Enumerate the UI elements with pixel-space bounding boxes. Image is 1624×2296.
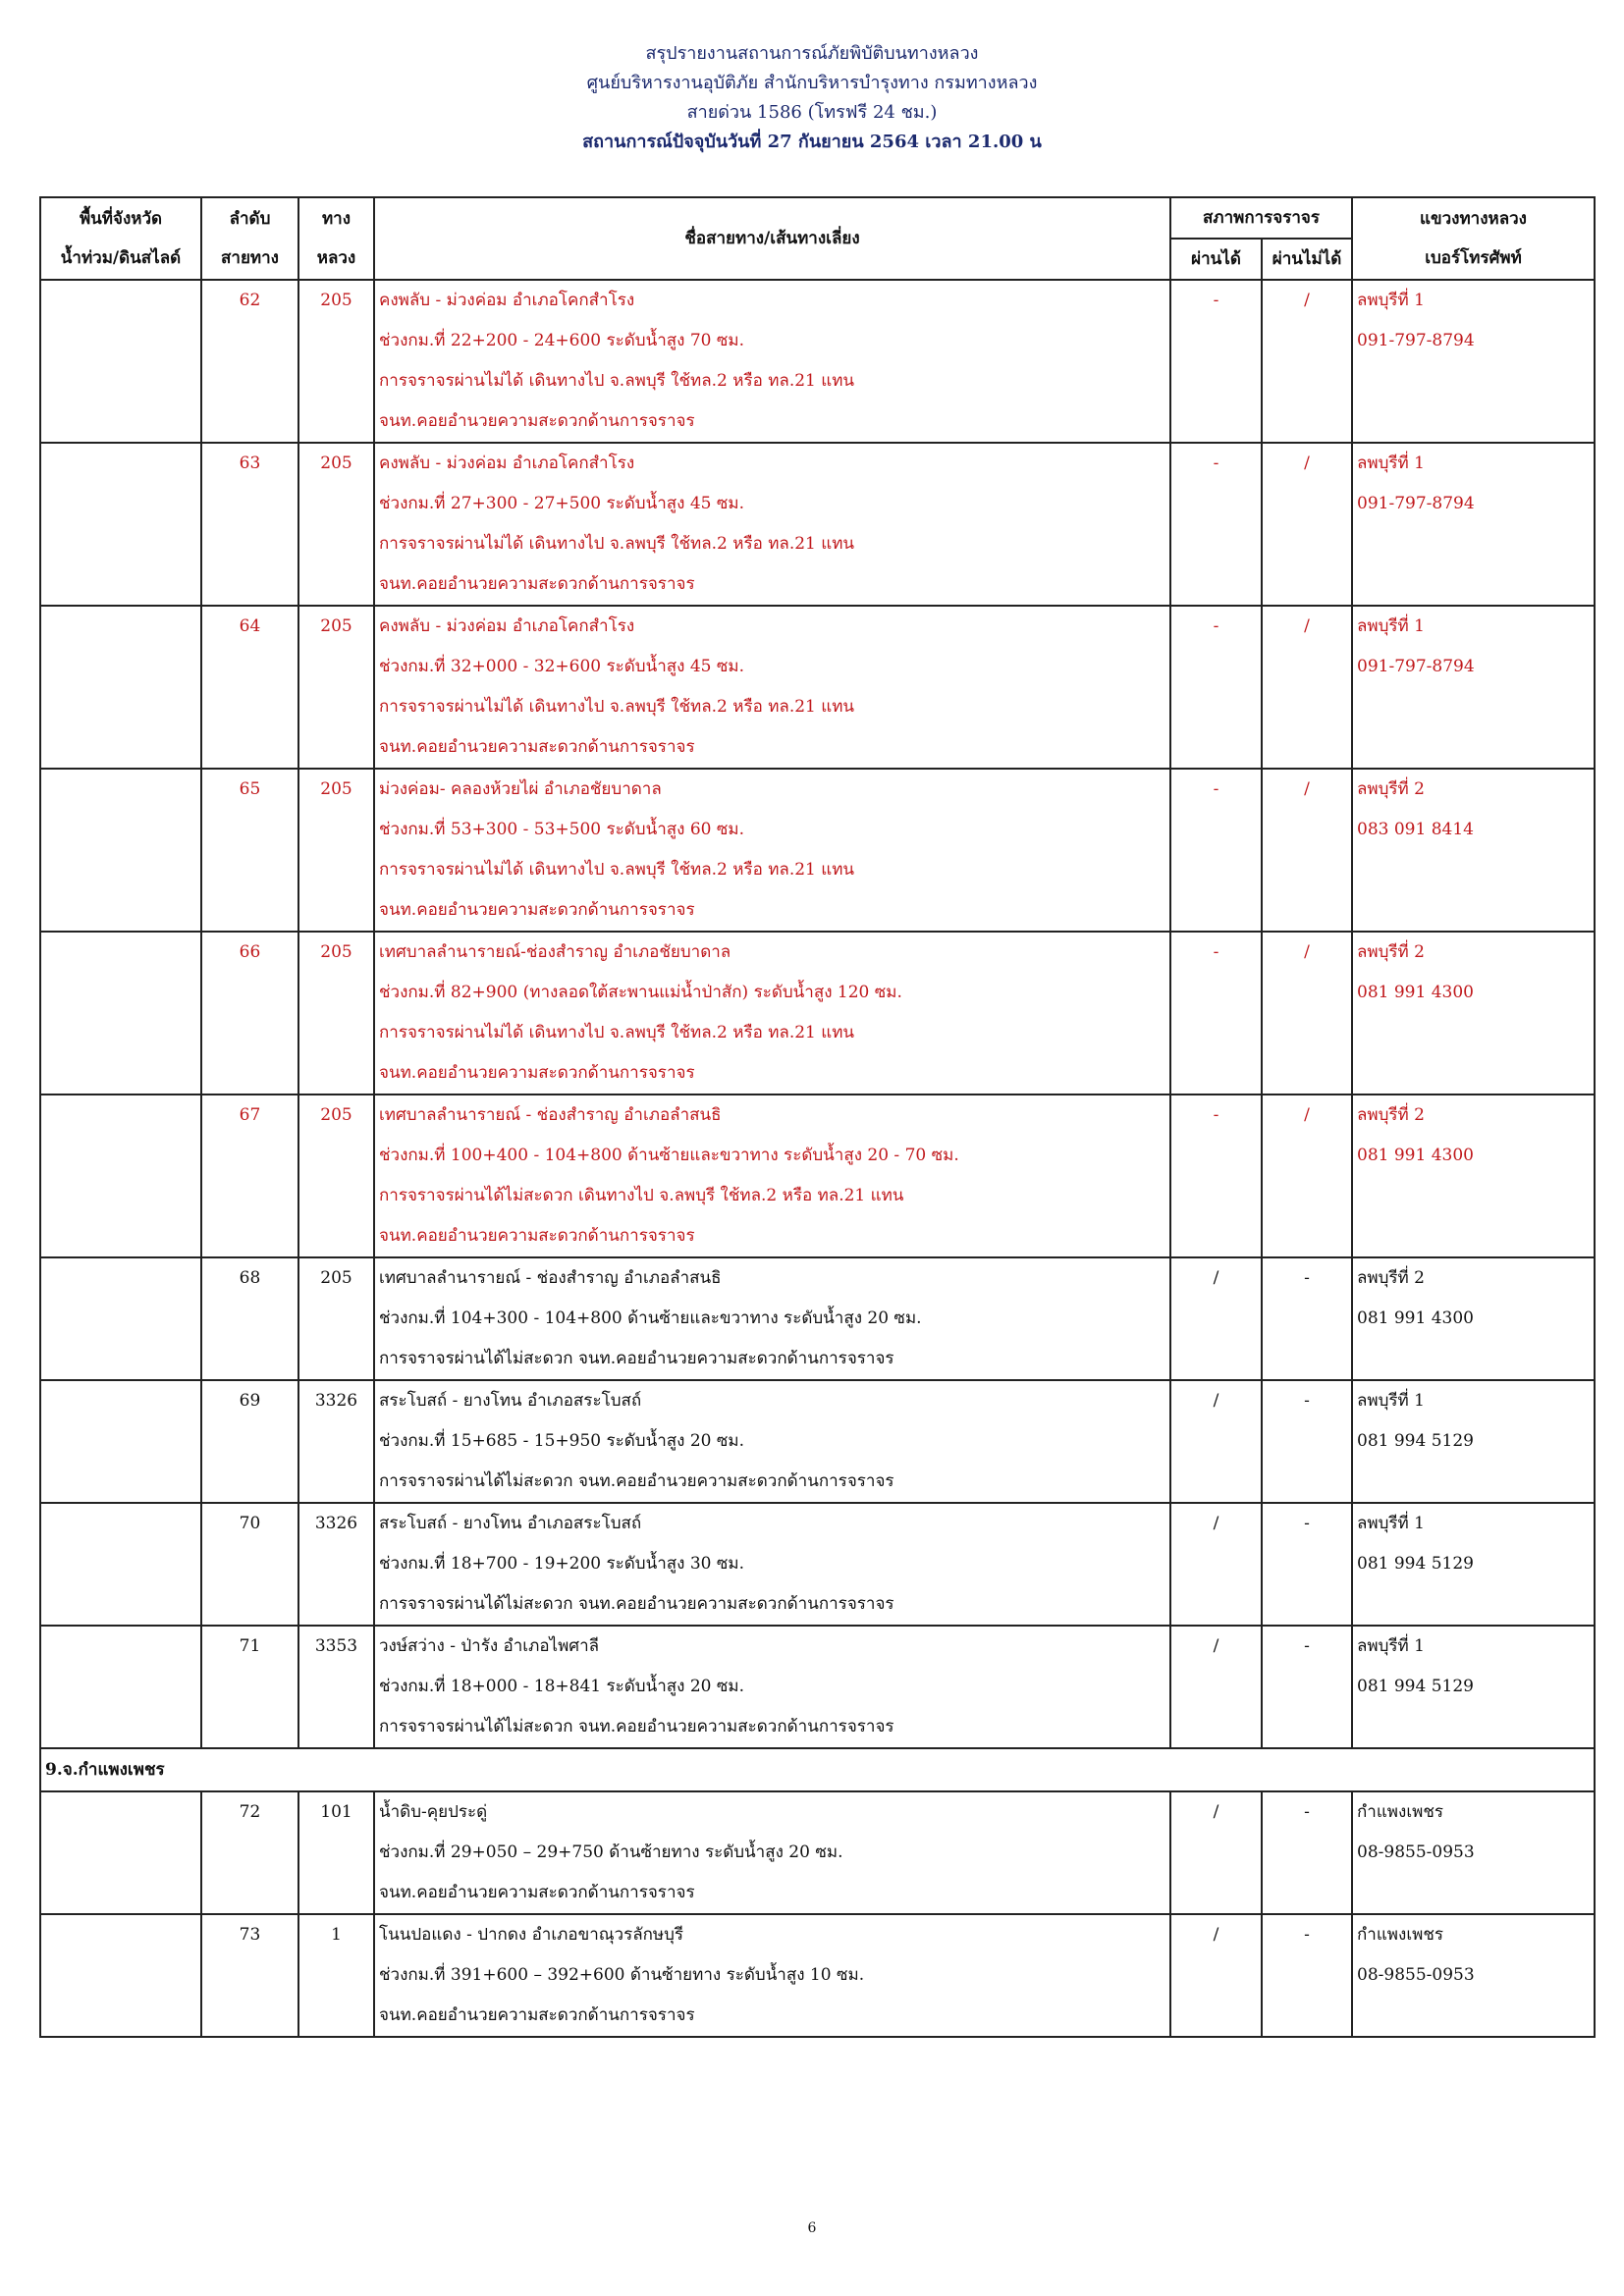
office-cell: ลพบุรีที่ 1 081 994 5129 [1352, 1503, 1595, 1626]
pass-cell: - [1170, 606, 1262, 769]
table-row [40, 1095, 1595, 1257]
col-traffic: สภาพการจราจร [1170, 197, 1352, 239]
pass-cell: - [1170, 280, 1262, 443]
flood-report-table [39, 196, 1596, 2038]
area-cell [40, 932, 201, 1095]
seq-cell: 68 [201, 1257, 298, 1380]
report-header [0, 39, 1624, 157]
table-row [40, 443, 1595, 606]
seq-cell: 73 [201, 1914, 298, 2037]
table-row [40, 1380, 1595, 1503]
kamphaeng-phet-routes [40, 1791, 1595, 2037]
table-row [40, 1626, 1595, 1748]
road-cell: 205 [298, 1257, 374, 1380]
road-cell: 3326 [298, 1380, 374, 1503]
area-cell [40, 769, 201, 932]
passable-routes [40, 1257, 1595, 1748]
route-cell: น้ำดิบ-คุยประดู่ ช่วงกม.ที่ 29+050 – 29+750 ด้านซ้ายทาง ระดับน้ำสูง 20 ซม. จนท.คอยอำนวยความสะดวกด้านการจราจร [374, 1791, 1170, 1914]
office-cell: กำแพงเพชร 08-9855-0953 [1352, 1791, 1595, 1914]
header-subtitle: ศูนย์บริหารงานอุบัติภัย สำนักบริหารบำรุงทาง กรมทางหลวง [586, 73, 1038, 93]
nopass-cell: / [1262, 1095, 1352, 1257]
nopass-cell: - [1262, 1257, 1352, 1380]
road-cell: 205 [298, 769, 374, 932]
pass-cell: / [1170, 1626, 1262, 1748]
office-cell: ลพบุรีที่ 1 081 994 5129 [1352, 1626, 1595, 1748]
col-seq: ลำดับ สายทาง [201, 197, 298, 280]
area-cell [40, 1914, 201, 2037]
header-title: สรุปรายงานสถานการณ์ภัยพิบัติบนทางหลวง [645, 43, 979, 64]
area-cell [40, 1791, 201, 1914]
pass-cell: - [1170, 932, 1262, 1095]
nopass-cell: / [1262, 606, 1352, 769]
table-header-row [40, 197, 1595, 239]
pass-cell: / [1170, 1503, 1262, 1626]
pass-cell: / [1170, 1257, 1262, 1380]
nopass-cell: - [1262, 1791, 1352, 1914]
seq-cell: 70 [201, 1503, 298, 1626]
table-row [40, 769, 1595, 932]
road-cell: 101 [298, 1791, 374, 1914]
pass-cell: / [1170, 1914, 1262, 2037]
seq-cell: 66 [201, 932, 298, 1095]
route-cell: คงพลับ - ม่วงค่อม อำเภอโคกสำโรง ช่วงกม.ที่ 22+200 - 24+600 ระดับน้ำสูง 70 ซม. การจราจรผ่านไม่ได้ เดินทางไป จ.ลพบุรี ใช้ทล.2 หรือ ทล.21 แทน จนท.คอยอำนวยความสะดวกด้านการจราจร [374, 280, 1170, 443]
area-cell [40, 1095, 201, 1257]
route-cell: เทศบาลลำนารายณ์ - ช่องสำราญ อำเภอลำสนธิ ช่วงกม.ที่ 100+400 - 104+800 ด้านซ้ายและขวาทาง ระดับน้ำสูง 20 - 70 ซม. การจราจรผ่านได้ไม่สะดวก เดินทางไป จ.ลพบุรี ใช้ทล.2 หรือ ทล.21 แทน จนท.คอยอำนวยความสะดวกด้านการจราจร [374, 1095, 1170, 1257]
road-cell: 205 [298, 932, 374, 1095]
pass-cell: - [1170, 1095, 1262, 1257]
table-row [40, 1257, 1595, 1380]
seq-cell: 63 [201, 443, 298, 606]
nopass-cell: - [1262, 1503, 1352, 1626]
col-nopass: ผ่านไม่ได้ [1262, 239, 1352, 280]
area-cell [40, 443, 201, 606]
office-cell: กำแพงเพชร 08-9855-0953 [1352, 1914, 1595, 2037]
table-row [40, 1914, 1595, 2037]
nopass-cell: / [1262, 280, 1352, 443]
route-cell: ม่วงค่อม- คลองห้วยไผ่ อำเภอชัยบาดาล ช่วงกม.ที่ 53+300 - 53+500 ระดับน้ำสูง 60 ซม. การจราจรผ่านไม่ได้ เดินทางไป จ.ลพบุรี ใช้ทล.2 หรือ ทล.21 แทน จนท.คอยอำนวยความสะดวกด้านการจราจร [374, 769, 1170, 932]
office-cell: ลพบุรีที่ 1 081 994 5129 [1352, 1380, 1595, 1503]
office-cell: ลพบุรีที่ 2 081 991 4300 [1352, 1257, 1595, 1380]
office-cell: ลพบุรีที่ 1 091-797-8794 [1352, 606, 1595, 769]
section-kamphaeng-phet [40, 1748, 1595, 1791]
header-datetime: สถานการณ์ปัจจุบันวันที่ 27 กันยายน 2564 เวลา 21.00 น [582, 132, 1042, 152]
seq-cell: 71 [201, 1626, 298, 1748]
office-cell: ลพบุรีที่ 1 091-797-8794 [1352, 280, 1595, 443]
seq-cell: 67 [201, 1095, 298, 1257]
nopass-cell: - [1262, 1914, 1352, 2037]
nopass-cell: / [1262, 443, 1352, 606]
nopass-cell: - [1262, 1626, 1352, 1748]
nopass-cell: / [1262, 769, 1352, 932]
road-cell: 205 [298, 606, 374, 769]
office-cell: ลพบุรีที่ 1 091-797-8794 [1352, 443, 1595, 606]
col-route: ชื่อสายทาง/เส้นทางเลี่ยง [374, 197, 1170, 280]
area-cell [40, 1257, 201, 1380]
closed-routes [40, 280, 1595, 1257]
pass-cell: - [1170, 769, 1262, 932]
route-cell: วงษ์สว่าง - ป่ารัง อำเภอไพศาลี ช่วงกม.ที่ 18+000 - 18+841 ระดับน้ำสูง 20 ซม. การจราจรผ่านได้ไม่สะดวก จนท.คอยอำนวยความสะดวกด้านการจราจร [374, 1626, 1170, 1748]
office-cell: ลพบุรีที่ 2 081 991 4300 [1352, 932, 1595, 1095]
seq-cell: 72 [201, 1791, 298, 1914]
nopass-cell: / [1262, 932, 1352, 1095]
seq-cell: 65 [201, 769, 298, 932]
section-title: 9.จ.กำแพงเพชร [40, 1748, 1595, 1791]
route-cell: สระโบสถ์ - ยางโทน อำเภอสระโบสถ์ ช่วงกม.ที่ 15+685 - 15+950 ระดับน้ำสูง 20 ซม. การจราจรผ่านได้ไม่สะดวก จนท.คอยอำนวยความสะดวกด้านการจราจร [374, 1380, 1170, 1503]
route-cell: เทศบาลลำนารายณ์ - ช่องสำราญ อำเภอลำสนธิ ช่วงกม.ที่ 104+300 - 104+800 ด้านซ้ายและขวาทาง ระดับน้ำสูง 20 ซม. การจราจรผ่านได้ไม่สะดวก จนท.คอยอำนวยความสะดวกด้านการจราจร [374, 1257, 1170, 1380]
header-hotline: สายด่วน 1586 (โทรฟรี 24 ชม.) [686, 102, 938, 123]
road-cell: 3353 [298, 1626, 374, 1748]
road-cell: 3326 [298, 1503, 374, 1626]
area-cell [40, 280, 201, 443]
seq-cell: 62 [201, 280, 298, 443]
table-row [40, 1503, 1595, 1626]
nopass-cell: - [1262, 1380, 1352, 1503]
road-cell: 205 [298, 443, 374, 606]
col-road: ทาง หลวง [298, 197, 374, 280]
road-cell: 1 [298, 1914, 374, 2037]
table-row [40, 932, 1595, 1095]
area-cell [40, 1380, 201, 1503]
area-cell [40, 1503, 201, 1626]
pass-cell: - [1170, 443, 1262, 606]
table-row [40, 1791, 1595, 1914]
office-cell: ลพบุรีที่ 2 081 991 4300 [1352, 1095, 1595, 1257]
route-cell: สระโบสถ์ - ยางโทน อำเภอสระโบสถ์ ช่วงกม.ที่ 18+700 - 19+200 ระดับน้ำสูง 30 ซม. การจราจรผ่านได้ไม่สะดวก จนท.คอยอำนวยความสะดวกด้านการจราจร [374, 1503, 1170, 1626]
col-pass: ผ่านได้ [1170, 239, 1262, 280]
col-office: แขวงทางหลวง เบอร์โทรศัพท์ [1352, 197, 1595, 280]
table-row [40, 280, 1595, 443]
col-area: พื้นที่จังหวัด น้ำท่วม/ดินสไลด์ [40, 197, 201, 280]
seq-cell: 64 [201, 606, 298, 769]
route-cell: คงพลับ - ม่วงค่อม อำเภอโคกสำโรง ช่วงกม.ที่ 32+000 - 32+600 ระดับน้ำสูง 45 ซม. การจราจรผ่านไม่ได้ เดินทางไป จ.ลพบุรี ใช้ทล.2 หรือ ทล.21 แทน จนท.คอยอำนวยความสะดวกด้านการจราจร [374, 606, 1170, 769]
route-cell: คงพลับ - ม่วงค่อม อำเภอโคกสำโรง ช่วงกม.ที่ 27+300 - 27+500 ระดับน้ำสูง 45 ซม. การจราจรผ่านไม่ได้ เดินทางไป จ.ลพบุรี ใช้ทล.2 หรือ ทล.21 แทน จนท.คอยอำนวยความสะดวกด้านการจราจร [374, 443, 1170, 606]
route-cell: เทศบาลลำนารายณ์-ช่องสำราญ อำเภอชัยบาดาล ช่วงกม.ที่ 82+900 (ทางลอดใต้สะพานแม่น้ำป่าสัก) ระดับน้ำสูง 120 ซม. การจราจรผ่านไม่ได้ เดินทางไป จ.ลพบุรี ใช้ทล.2 หรือ ทล.21 แทน จนท.คอยอำนวยความสะดวกด้านการจราจร [374, 932, 1170, 1095]
road-cell: 205 [298, 280, 374, 443]
area-cell [40, 1626, 201, 1748]
road-cell: 205 [298, 1095, 374, 1257]
area-cell [40, 606, 201, 769]
page-number: 6 [807, 2220, 817, 2236]
route-cell: โนนปอแดง - ปากดง อำเภอขาณุวรลักษบุรี ช่วงกม.ที่ 391+600 – 392+600 ด้านซ้ายทาง ระดับน้ำสูง 10 ซม. จนท.คอยอำนวยความสะดวกด้านการจราจร [374, 1914, 1170, 2037]
pass-cell: / [1170, 1791, 1262, 1914]
office-cell: ลพบุรีที่ 2 083 091 8414 [1352, 769, 1595, 932]
pass-cell: / [1170, 1380, 1262, 1503]
table-row [40, 606, 1595, 769]
seq-cell: 69 [201, 1380, 298, 1503]
